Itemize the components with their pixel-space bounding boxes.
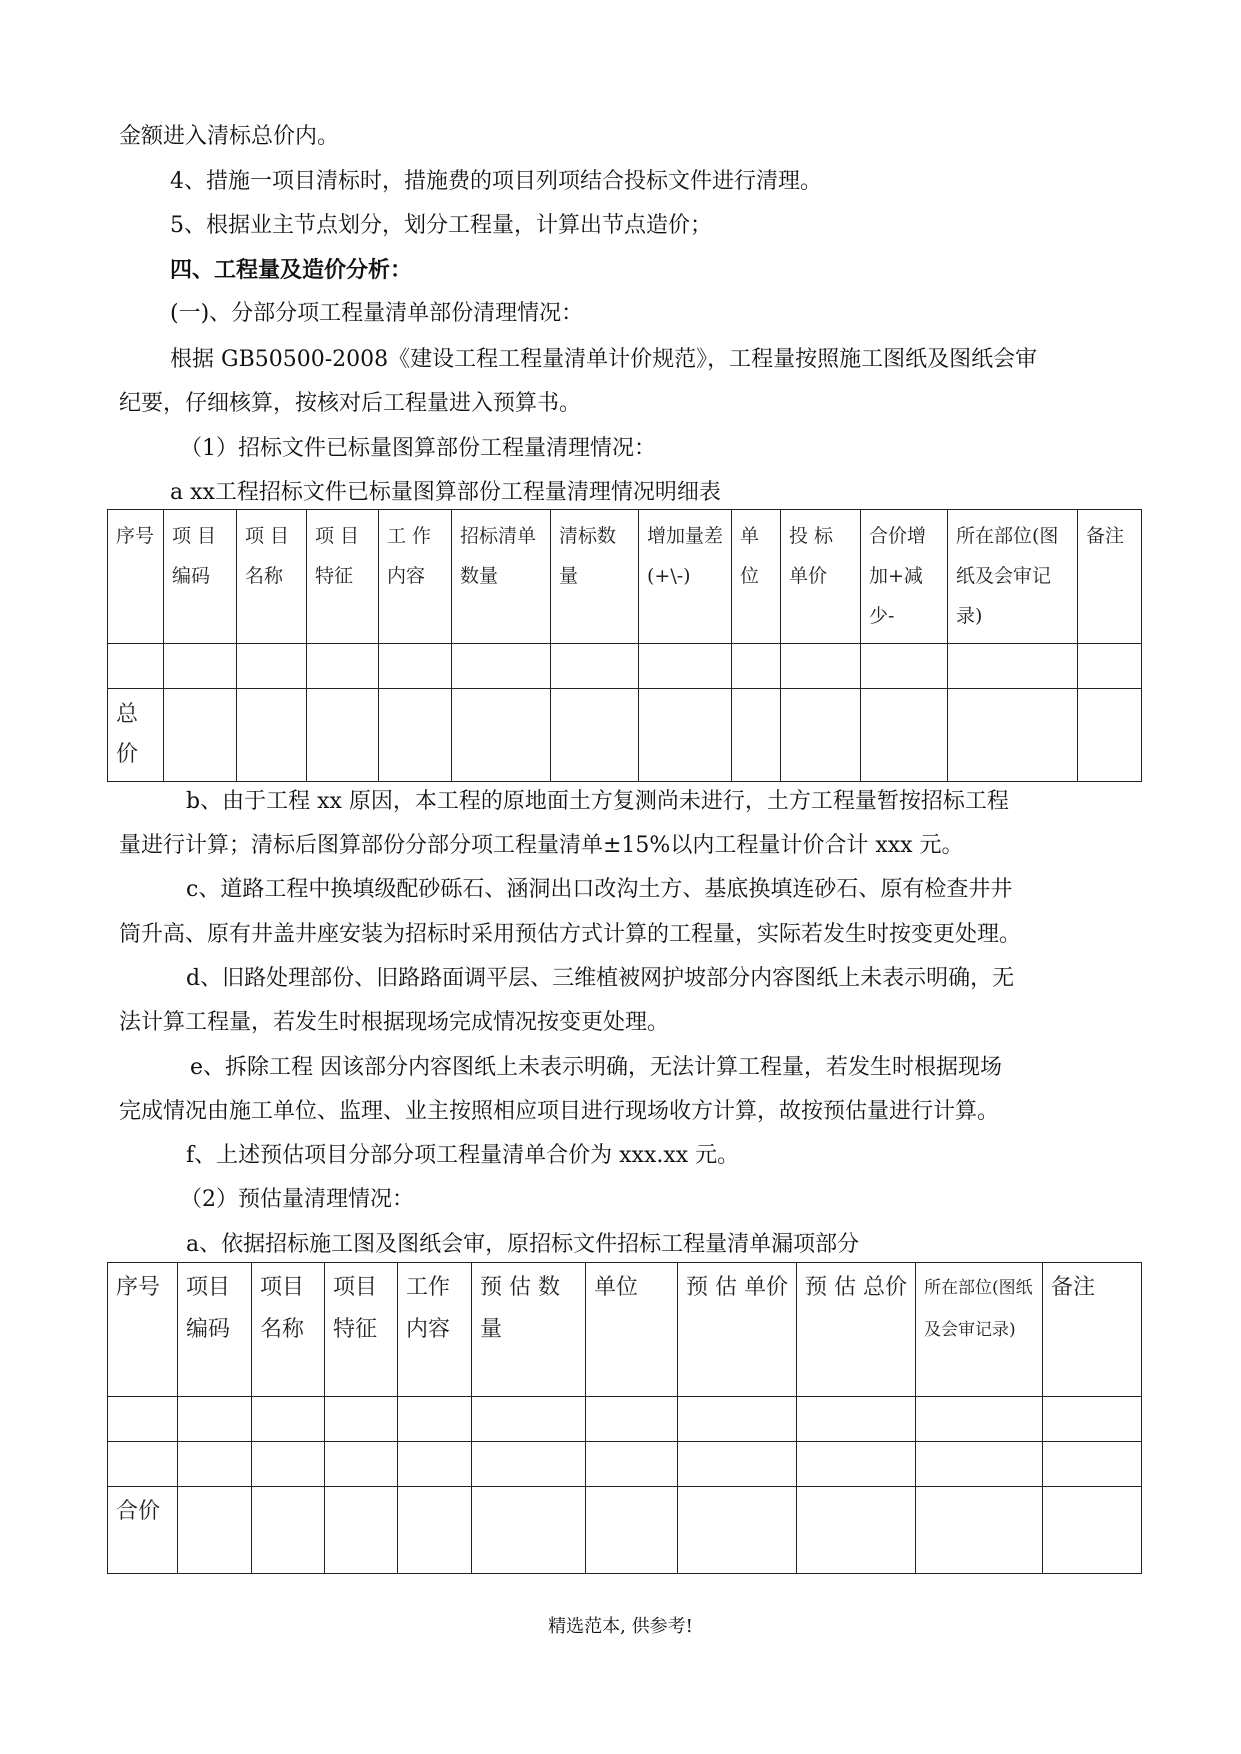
paragraph: d、旧路处理部份、旧路路面调平层、三维植被网护坡部分内容图纸上未表示明确，无	[186, 966, 1015, 991]
total-label: 合价	[108, 1487, 178, 1574]
page-footer: 精选范本, 供参考!	[548, 1616, 693, 1637]
header-cell: 投 标单价	[781, 510, 861, 644]
subsection-heading: (一)、分部分项工程量清单部份清理情况：	[170, 301, 584, 326]
table-header-row	[108, 510, 1142, 644]
header-cell: 项 目编码	[164, 510, 237, 644]
section-heading: 四、工程量及造价分析：	[170, 257, 413, 283]
header-cell: 备注	[1078, 510, 1142, 644]
paragraph: c、道路工程中换填级配砂砾石、涵洞出口改沟土方、基底换填连砂石、原有检查井井	[186, 877, 1013, 902]
table-caption: a、依据招标施工图及图纸会审，原招标文件招标工程量清单漏项部分	[186, 1232, 860, 1257]
header-cell: 预 估 总价	[797, 1263, 916, 1397]
paragraph: 量进行计算；清标后图算部份分部分项工程量清单±15%以内工程量计价合计 xxx 元。	[119, 833, 964, 858]
header-cell: 所在部位(图纸及会审记录)	[916, 1263, 1043, 1397]
table-row	[108, 1397, 1142, 1442]
header-cell: 项目特征	[325, 1263, 398, 1397]
header-cell: 项 目特征	[307, 510, 379, 644]
table-bid-quantities	[107, 509, 1142, 782]
header-cell: 预 估 数量	[472, 1263, 586, 1397]
subsection-heading: （2）预估量清理情况：	[180, 1187, 414, 1212]
header-cell: 项 目名称	[237, 510, 307, 644]
subsection-heading: （1）招标文件已标量图算部份工程量清理情况：	[180, 436, 656, 461]
table-caption: a xx工程招标文件已标量图算部份工程量清理情况明细表	[170, 480, 721, 505]
header-cell: 单位	[586, 1263, 678, 1397]
table-total-row	[108, 689, 1142, 782]
header-cell: 预 估 单价	[678, 1263, 797, 1397]
header-cell: 合价增加+减少-	[861, 510, 948, 644]
paragraph: 根据 GB50500-2008《建设工程工程量清单计价规范》，工程量按照施工图纸及图纸会审	[170, 347, 1038, 372]
header-cell: 序号	[108, 510, 164, 644]
paragraph: 金额进入清标总价内。	[119, 124, 340, 149]
table-estimated-quantities	[107, 1262, 1142, 1574]
paragraph: 筒升高、原有井盖井座安装为招标时采用预估方式计算的工程量，实际若发生时按变更处理。	[119, 922, 1022, 947]
paragraph: b、由于工程 xx 原因，本工程的原地面土方复测尚未进行，土方工程量暂按招标工程	[186, 789, 1009, 814]
total-label: 总价	[108, 689, 164, 782]
paragraph: e、拆除工程 因该部分内容图纸上未表示明确，无法计算工程量，若发生时根据现场	[190, 1055, 1003, 1080]
header-cell: 项目编码	[178, 1263, 252, 1397]
table-header-row	[108, 1263, 1142, 1397]
header-cell: 备注	[1043, 1263, 1142, 1397]
paragraph: 5、根据业主节点划分，划分工程量，计算出节点造价；	[170, 213, 712, 238]
paragraph: 法计算工程量，若发生时根据现场完成情况按变更处理。	[119, 1010, 670, 1035]
table-row	[108, 644, 1142, 689]
table-row	[108, 1442, 1142, 1487]
header-cell: 序号	[108, 1263, 178, 1397]
header-cell: 单位	[732, 510, 781, 644]
paragraph: 完成情况由施工单位、监理、业主按照相应项目进行现场收方计算，故按预估量进行计算。	[119, 1099, 1000, 1124]
header-cell: 清标数量	[551, 510, 639, 644]
header-cell: 工 作内容	[379, 510, 452, 644]
header-cell: 招标清单数量	[452, 510, 551, 644]
paragraph: f、上述预估项目分部分项工程量清单合价为 xxx.xx 元。	[186, 1143, 740, 1168]
paragraph: 4、措施一项目清标时，措施费的项目列项结合投标文件进行清理。	[170, 169, 822, 194]
header-cell: 所在部位(图纸及会审记录)	[948, 510, 1078, 644]
header-cell: 增加量差(+\-)	[639, 510, 732, 644]
paragraph: 纪要，仔细核算，按核对后工程量进入预算书。	[119, 391, 582, 416]
header-cell: 项目名称	[252, 1263, 325, 1397]
table-total-row	[108, 1487, 1142, 1574]
header-cell: 工作内容	[398, 1263, 472, 1397]
